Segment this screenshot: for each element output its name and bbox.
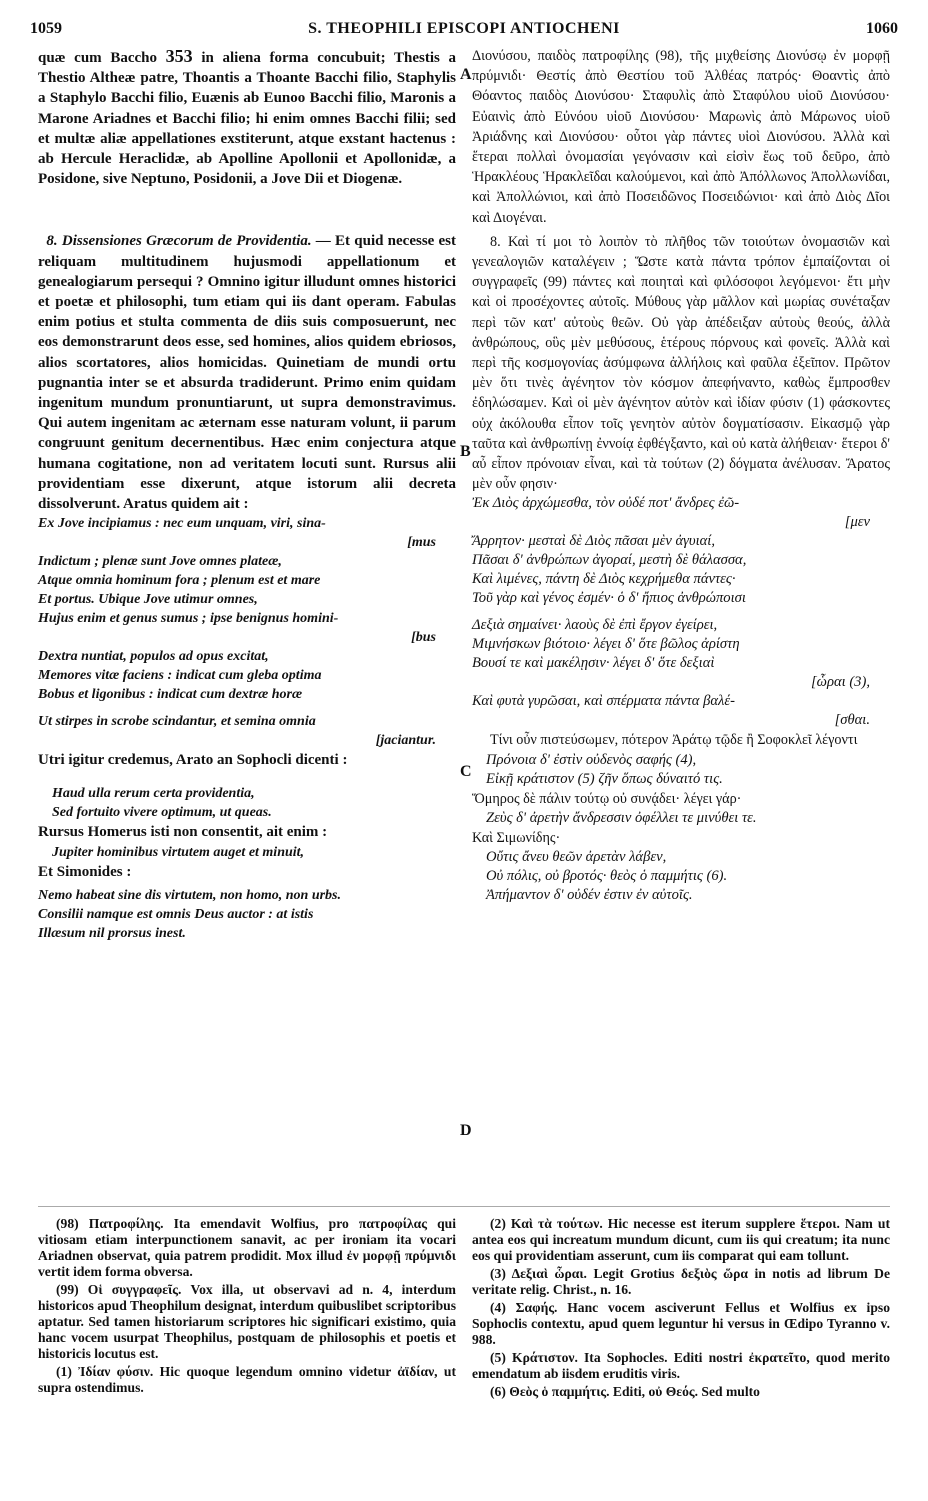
- greek-verse-sophocles: [472, 751, 890, 789]
- verse-line: Δεξιὰ σημαίνει· λαοὺς δὲ ἐπὶ ἔργον ἐγείρει,: [472, 617, 718, 634]
- verse-line: Ἄρρητον· μεσταὶ δὲ Διὸς πᾶσαι μὲν ἀγυιαί,: [472, 533, 715, 550]
- footnote-4: (4) Σαφής. Hanc vocem asciverunt Fellus et Wolfius ex ipso Sophoclis contextu, apud quem leguntur hi versus in Œdipo Tyranno v. 988.: [472, 1300, 890, 1347]
- verse-line: Ex Jove incipiamus : nec eum unquam, viri, sina-: [38, 516, 326, 532]
- greek-column: [472, 46, 890, 905]
- verse-line: Et portus. Ubique Jove utimur omnes,: [38, 592, 258, 608]
- verse-line: Οὐ πόλις, οὐ βροτός· θεὸς ὁ παμμήτις (6).: [486, 868, 728, 885]
- greek-paragraph-1: Διονύσου, παιδὸς πατροφίλης (98), τῆς μιχθείσης Διονύσῳ ἐν μορφῇ πρύμνιδι· Θεστίς ἀπὸ Θεστίου τοῦ Ἀλθέας πατρός· Θοαντὶς ἀπὸ Θόαντος παιδὸς Διονύσου· Σταφυλὶς ἀπὸ Σταφύλου υἱοῦ Διονύσου· Εὐαινὶς ἀπὸ Εὐνόου υἱοῦ Διονύσου· Μαρωνὶς ἀπὸ Μάρωνος υἱοῦ Ἀριάδνης καὶ Διονύσου· οὗτοι γὰρ πάντες υἱοὶ Διονύσου. Ἀλλὰ καὶ ἕτεραι πολλαὶ ὀνομασίαι γεγόνασιν καὶ εἰσὶν ἕως τοῦ δεῦρο, ἀπὸ Ἡρακλέους Ἡρακλεῖδαι καλούμενοι, καὶ ἀπὸ Ἀπόλλωνος Ἀπολλωνίδαι, καὶ Ἀπολλώνιοι, καὶ ἀπὸ Ποσειδῶνος Ποσειδώνιοι· καὶ ἀπὸ Διὸς Δῖοι καὶ Διογέναι.: [472, 48, 890, 226]
- latin-verse-aratus: [38, 514, 456, 750]
- verse-line: Βουσί τε καὶ μακέλῃσιν· λέγει δ' ὅτε δεξιαὶ: [472, 655, 715, 672]
- verse-line: Haud ulla rerum certa providentia,: [52, 786, 255, 802]
- section-marker-a: A: [460, 66, 472, 83]
- verse-line: [σθαι.: [834, 712, 870, 729]
- verse-line: Τοῦ γὰρ καὶ γένος ἐσμέν· ὁ δ' ἤπιος ἀνθρώποισι: [472, 590, 746, 607]
- footnotes-left: [38, 1216, 456, 1398]
- latin-paragraph-2: [38, 231, 456, 514]
- latin-verse-homer: [38, 843, 456, 862]
- verse-line: [jaciantur.: [375, 733, 436, 749]
- verse-line: Sed fortuito vivere optimum, ut queas.: [52, 805, 272, 821]
- greek-paragraph-3: Τίνι οὖν πιστεύσωμεν, πότερον Ἀράτῳ τῷδε ἢ Σοφοκλεῖ λέγοντι: [490, 732, 858, 749]
- footnote-5: (5) Κράτιστον. Ita Sophocles. Editi nostri ἐκρατεῖτο, quod merito emendatum ab iisdem eruditis viris.: [472, 1350, 890, 1381]
- latin-verse-sophocles: [38, 784, 456, 822]
- greek-verse-homer: [472, 809, 890, 828]
- page-number-right: 1060: [866, 20, 898, 37]
- footnote-2: (2) Καὶ τὰ τούτων. Hic necesse est iterum supplere ἕτεροι. Nam ut antea eos qui increatum mundum dicunt, cum iis qui creatum; ita nunc eos qui providentiam asserunt, cum iis comparat qui eam tollunt.: [472, 1216, 890, 1263]
- page-number-left: 1059: [30, 20, 62, 37]
- verse-line: Consilii namque est omnis Deus auctor : at istis: [38, 906, 314, 922]
- latin-p1-rest: in aliena forma concubuit; Thestis a Thestio Altheæ patre, Thoantis a Thoante Bacchi filio, Staphylis a Staphylo Bacchi filio, Euænis ab Eunoo Bacchi filio, Maronis a Marone Ariadnes et Bacchi filio; hi enim omnes Bacchi filii; sed et multæ aliæ appellationes exstiterunt, atque exstant hactenus : ab Hercule Heraclidæ, ab Apolline Apollonii et Apollonidæ, a Posidone, sive Neptuno, Posidonii, a Jove Dii et Diogenæ.: [38, 50, 456, 188]
- latin-verse-simonides: [38, 886, 456, 943]
- greek-paragraph-4: Ὅμηρος δὲ πάλιν τούτῳ οὐ συνᾴδει· λέγει γάρ·: [472, 790, 742, 807]
- verse-line: [μεν: [844, 514, 870, 531]
- page-header: [30, 20, 898, 40]
- verse-line: [bus: [411, 630, 436, 646]
- section-marker-b: B: [460, 443, 471, 460]
- latin-paragraph-1: [38, 46, 456, 189]
- verse-line: Ἐκ Διὸς ἀρχώμεσθα, τὸν οὐδέ ποτ' ἄνδρες ἐῶ-: [472, 495, 740, 512]
- latin-paragraph-4: Rursus Homerus isti non consentit, ait enim :: [38, 824, 328, 841]
- verse-line: Πρόνοια δ' ἐστὶν οὐδενὸς σαφής (4),: [486, 751, 697, 768]
- latin-p2-text: Et quid necesse est reliquam multitudinem hujusmodi appellationum et genealogiarum persequi ? Omnino igitur illudunt omnes historici et poetæ et philosophi, tum etiam qui iis dant operam. Fabulas enim potius et stulta commenta de diis suis composuerunt, nec eos demonstrarunt deos esse, sed homines, alios quidem ebriosos, alios scortatores, alios homicidas. Quinetiam de mundi ortu pugnantia inter se et absurda tradiderunt. Primo enim quidam ingenitum mundum pronuntiarunt, ut supra demonstravimus. Qui autem ingenitam ac æternam esse naturam volunt, ii parum congruunt genitum decernentibus. Hæc enim conjectura atque humana cogitatione, non ad veritatem locuti sunt. Rursus alii providentiam esse dixerunt, atque istorum alii decreta dissolverunt. Aratus quidem ait :: [38, 233, 457, 513]
- greek-paragraph-5: Καὶ Σιμωνίδης·: [472, 829, 561, 846]
- verse-line: Hujus enim et genus sumus ; ipse benignus homini-: [38, 611, 339, 627]
- section-heading: 8. Dissensiones Græcorum de Providentia. —: [46, 233, 331, 250]
- running-title: S. THEOPHILI EPISCOPI ANTIOCHENI: [308, 20, 620, 37]
- verse-line: Dextra nuntiat, populos ad opus excitat,: [38, 649, 269, 665]
- verse-line: Ἀπήμαντον δ' οὐδέν ἐστιν ἐν αὐτοῖς.: [486, 887, 693, 904]
- latin-column: [38, 46, 456, 943]
- footnote-6: (6) Θεὸς ὁ παμμήτις. Editi, οὐ Θεός. Sed multo: [490, 1384, 760, 1399]
- verse-line: Ζεὺς δ' ἀρετὴν ἄνδρεσσιν ὀφέλλει τε μινύθει τε.: [486, 809, 757, 826]
- verse-line: Bobus et ligonibus : indicat cum dextræ horæ: [38, 687, 303, 703]
- latin-p1-start: quæ cum Baccho: [38, 50, 157, 66]
- verse-line: [mus: [407, 535, 436, 551]
- footnote-divider: [38, 1206, 890, 1207]
- greek-verse-simonides: [472, 848, 890, 905]
- latin-paragraph-5: Et Simonides :: [38, 863, 132, 880]
- verse-line: Οὔτις ἄνευ θεῶν ἀρετὰν λάβεν,: [486, 849, 667, 866]
- verse-line: Εἰκῇ κράτιστον (5) ζῆν ὅπως δύναιτό τις.: [486, 770, 723, 787]
- footnote-99: (99) Οἱ συγγραφεῖς. Vox illa, ut observavi ad n. 4, interdum historicos apud Theophilum designat, interdum quibuslibet scriptoribus aptatur. Sed tamen historiarum scriptores hic significari existimo, quia hanc vocem usurpat Theophilus, postquam de philosophis et poetis et historicis locutus est.: [38, 1282, 456, 1361]
- verse-line: Memores vitæ faciens : indicat cum gleba optima: [38, 668, 322, 684]
- column-number: 353: [165, 46, 193, 66]
- verse-line: Jupiter hominibus virtutem auget et minuit,: [52, 844, 305, 860]
- verse-line: Μιμνήσκων βιότοιο· λέγει δ' ὅτε βῶλος ἀρίστη: [472, 636, 740, 653]
- latin-paragraph-3: Utri igitur credemus, Arato an Sophocli dicenti :: [38, 752, 348, 769]
- verse-line: [ὧραι (3),: [810, 674, 870, 691]
- verse-line: Καὶ λιμένες, πάντη δὲ Διὸς κεχρήμεθα πάντες·: [472, 571, 736, 588]
- section-marker-c: C: [460, 763, 472, 780]
- footnote-1: (1) Ἰδίαν φύσιν. Hic quoque legendum omnino videtur ἀϊδίαν, ut supra ostendimus.: [38, 1364, 456, 1395]
- section-marker-d: D: [460, 1122, 472, 1139]
- greek-paragraph-2: 8. Καὶ τί μοι τὸ λοιπὸν τὸ πλῆθος τῶν τοιούτων ὀνομασιῶν καὶ γενεαλογιῶν καταλέγειν ; Ὥστε κατὰ πάντα τρόπον ἐμπαίζονται οἱ συγγραφεῖς (99) πάντες καὶ ποιηταὶ καὶ φιλόσοφοι λεγόμενοι· ἔτι μὴν καὶ οἱ προσέχοντες αὐτοῖς. Μύθους γὰρ μᾶλλον καὶ μωρίας συνέταξαν περὶ τῶν κατ' αὐτοὺς θεῶν. Οὐ γὰρ ἀπέδειξαν αὐτοὺς θεούς, ἀλλὰ ἀνθρώπους, οὓς μὲν μεθύσους, ἑτέρους πόρνους καὶ φονεῖς. Ἀλλὰ καὶ περὶ τῆς κοσμογονίας ἀσύμφωνα ἀλλήλοις καὶ φαῦλα ἐξεῖπον. Πρῶτον μὲν ὅτι τινὲς ἀγένητον τὸν κόσμον ἀπεφήναντο, καθὼς ἔμπροσθεν ἐδηλώσαμεν. Καὶ οἱ μὲν ἀγένητον αὐτὸν καὶ ἰδίαν φύσιν (1) φάσκοντες οὐχ ἀκόλουθα εἶπον τοῖς γενητὸν αὐτὸν δογματίσασιν. Εἰκασμῷ γὰρ ταῦτα καὶ ἀνθρωπίνῃ ἐννοίᾳ ἐφθέγξαντο, καὶ οὐ κατὰ ἀλήθειαν· ἕτεροι δ' αὖ εἶπον πρόνοιαν εἶναι, καὶ τὰ τούτων (2) δόγματα ἀνέλυσαν. Ἄρατος μὲν οὖν φησιν·: [472, 233, 890, 493]
- verse-line: Nemo habeat sine dis virtutem, non homo, non urbs.: [38, 887, 342, 903]
- verse-line: Atque omnia hominum fora ; plenum est et mare: [38, 573, 321, 589]
- verse-line: Καὶ φυτὰ γυρῶσαι, καὶ σπέρματα πάντα βαλέ-: [472, 693, 735, 710]
- footnotes-right: [472, 1216, 890, 1402]
- verse-line: Indictum ; plenæ sunt Jove omnes plateæ,: [38, 554, 282, 570]
- footnote-3: (3) Δεξιαὶ ὧραι. Legit Grotius δεξιὸς ὥρα in notis ad librum De veritate relig. Christ., n. 16.: [472, 1266, 890, 1297]
- verse-line: Ut stirpes in scrobe scindantur, et semina omnia: [38, 714, 316, 730]
- verse-line: Illæsum nil prorsus inest.: [38, 925, 186, 941]
- footnote-98: (98) Πατροφίλης. Ita emendavit Wolfius, pro πατροφίλας qui vitiosam etiam interpunctionem sanavit, ac per ironiam ita vocari Ariadnen observat, quia patrem prodidit. Mox illud ἐν μορφῇ πρύμνιδι vertit idem forma obversa.: [38, 1216, 456, 1279]
- verse-line: Πᾶσαι δ' ἀνθρώπων ἀγοραί, μεστὴ δὲ θάλασσα,: [472, 552, 747, 569]
- greek-verse-aratus: [472, 494, 890, 730]
